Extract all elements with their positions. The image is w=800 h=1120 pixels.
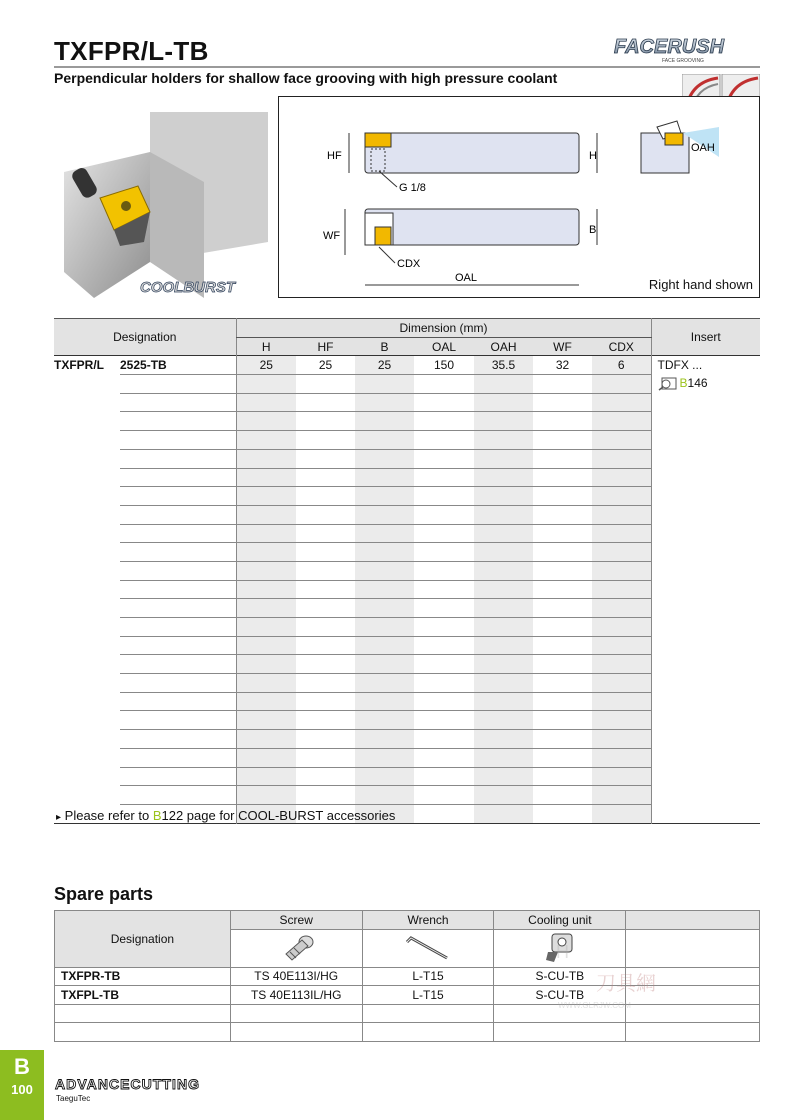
insert-ref[interactable]: [651, 375, 760, 394]
wrench-icon: [403, 932, 453, 962]
col-cdx: CDX: [592, 337, 651, 356]
col-hf: HF: [296, 337, 355, 356]
note-ref-prefix[interactable]: B: [152, 808, 162, 823]
label-g: G 1/8: [399, 182, 426, 194]
designation-header: Designation: [54, 319, 236, 356]
spare-col-screw: Screw: [230, 911, 362, 930]
page-number: 100: [11, 1082, 33, 1097]
advancecutting-logo-text: ADVANCECUTTING: [55, 1076, 199, 1092]
advancecutting-logo: [54, 1074, 204, 1104]
coolburst-logo: COOLBURST: [140, 279, 235, 296]
label-h: H: [589, 150, 597, 162]
dimension-header: Dimension (mm): [236, 319, 651, 338]
spare-screw: TS 40E113IL/HG: [230, 986, 362, 1005]
insert-ref-prefix: B: [679, 376, 688, 391]
watermark-text: 刀具網: [596, 971, 656, 995]
label-oal: OAL: [455, 272, 478, 284]
label-cdx: CDX: [397, 258, 421, 270]
value-oah: 35.5: [474, 356, 533, 375]
accessories-note: [56, 808, 395, 823]
col-oal: OAL: [414, 337, 474, 356]
watermark-url: WWW.GLRJW.COM: [558, 1001, 631, 1010]
technical-drawing: [278, 96, 760, 298]
catalog-page-icon: [658, 377, 680, 391]
product-photo: [54, 112, 268, 298]
page-subtitle: Perpendicular holders for shallow face grooving with high pressure coolant: [54, 70, 558, 86]
spare-screw: TS 40E113I/HG: [230, 967, 362, 986]
screw-icon: [276, 932, 316, 962]
watermark: [556, 944, 676, 1014]
svg-text:H: H: [556, 944, 569, 962]
col-h: H: [236, 337, 296, 356]
insert-ref-page: 146: [687, 376, 708, 391]
facerush-logo: [612, 34, 760, 64]
value-h: 25: [236, 356, 296, 375]
spare-designation: TXFPR-TB: [55, 967, 231, 986]
label-wf: WF: [323, 230, 341, 242]
value-wf: 32: [555, 358, 570, 373]
label-hf: HF: [327, 150, 342, 162]
value-cdx: 6: [592, 356, 651, 375]
screw-image-cell: [230, 929, 362, 967]
facerush-tagline: FACE GROOVING: [662, 58, 704, 64]
designation-code: 2525-TB: [120, 358, 167, 373]
designation-prefix: TXFPR/L: [54, 358, 104, 373]
dimension-drawing: [279, 97, 761, 299]
spare-wrench: L-T15: [362, 986, 494, 1005]
col-b: B: [355, 337, 414, 356]
spare-col-cooling: Cooling unit: [494, 911, 626, 930]
title-divider: [54, 66, 760, 68]
note-text-before: Please refer to: [64, 808, 153, 823]
wrench-image-cell: [362, 929, 494, 967]
col-wf: WF: [533, 337, 592, 356]
insert-value: TDFX ...: [657, 358, 703, 373]
label-b: B: [589, 224, 597, 236]
note-bullet: ▸: [56, 812, 62, 823]
spare-cooling: S-CU-TB: [494, 967, 626, 986]
table-row: [54, 356, 760, 375]
taegutec-text: TaeguTec: [56, 1094, 91, 1103]
label-oah: OAH: [691, 142, 715, 154]
table-row: [54, 375, 760, 394]
section-letter: B: [14, 1054, 30, 1079]
insert-header: Insert: [651, 319, 760, 356]
note-text-after: page for COOL-BURST accessories: [183, 808, 396, 823]
note-ref-page[interactable]: 122: [161, 808, 184, 823]
value-oal: 150: [433, 358, 455, 373]
spare-parts-title: Spare parts: [54, 884, 154, 904]
value-hf: 25: [318, 358, 333, 373]
spare-col-wrench: Wrench: [362, 911, 494, 930]
spare-designation-header: Designation: [55, 911, 231, 968]
col-oah: OAH: [474, 337, 533, 356]
section-tab: [0, 1050, 44, 1120]
page-title: TXFPR/L-TB: [54, 36, 209, 66]
right-hand-note: Right hand shown: [648, 277, 753, 292]
value-b: 25: [355, 356, 414, 375]
facerush-logo-text: FACERUSH: [614, 36, 725, 58]
spare-cooling: S-CU-TB: [494, 986, 626, 1005]
dimension-table: [54, 318, 760, 824]
spare-wrench: L-T15: [362, 967, 494, 986]
spare-designation: TXFPL-TB: [55, 986, 231, 1005]
